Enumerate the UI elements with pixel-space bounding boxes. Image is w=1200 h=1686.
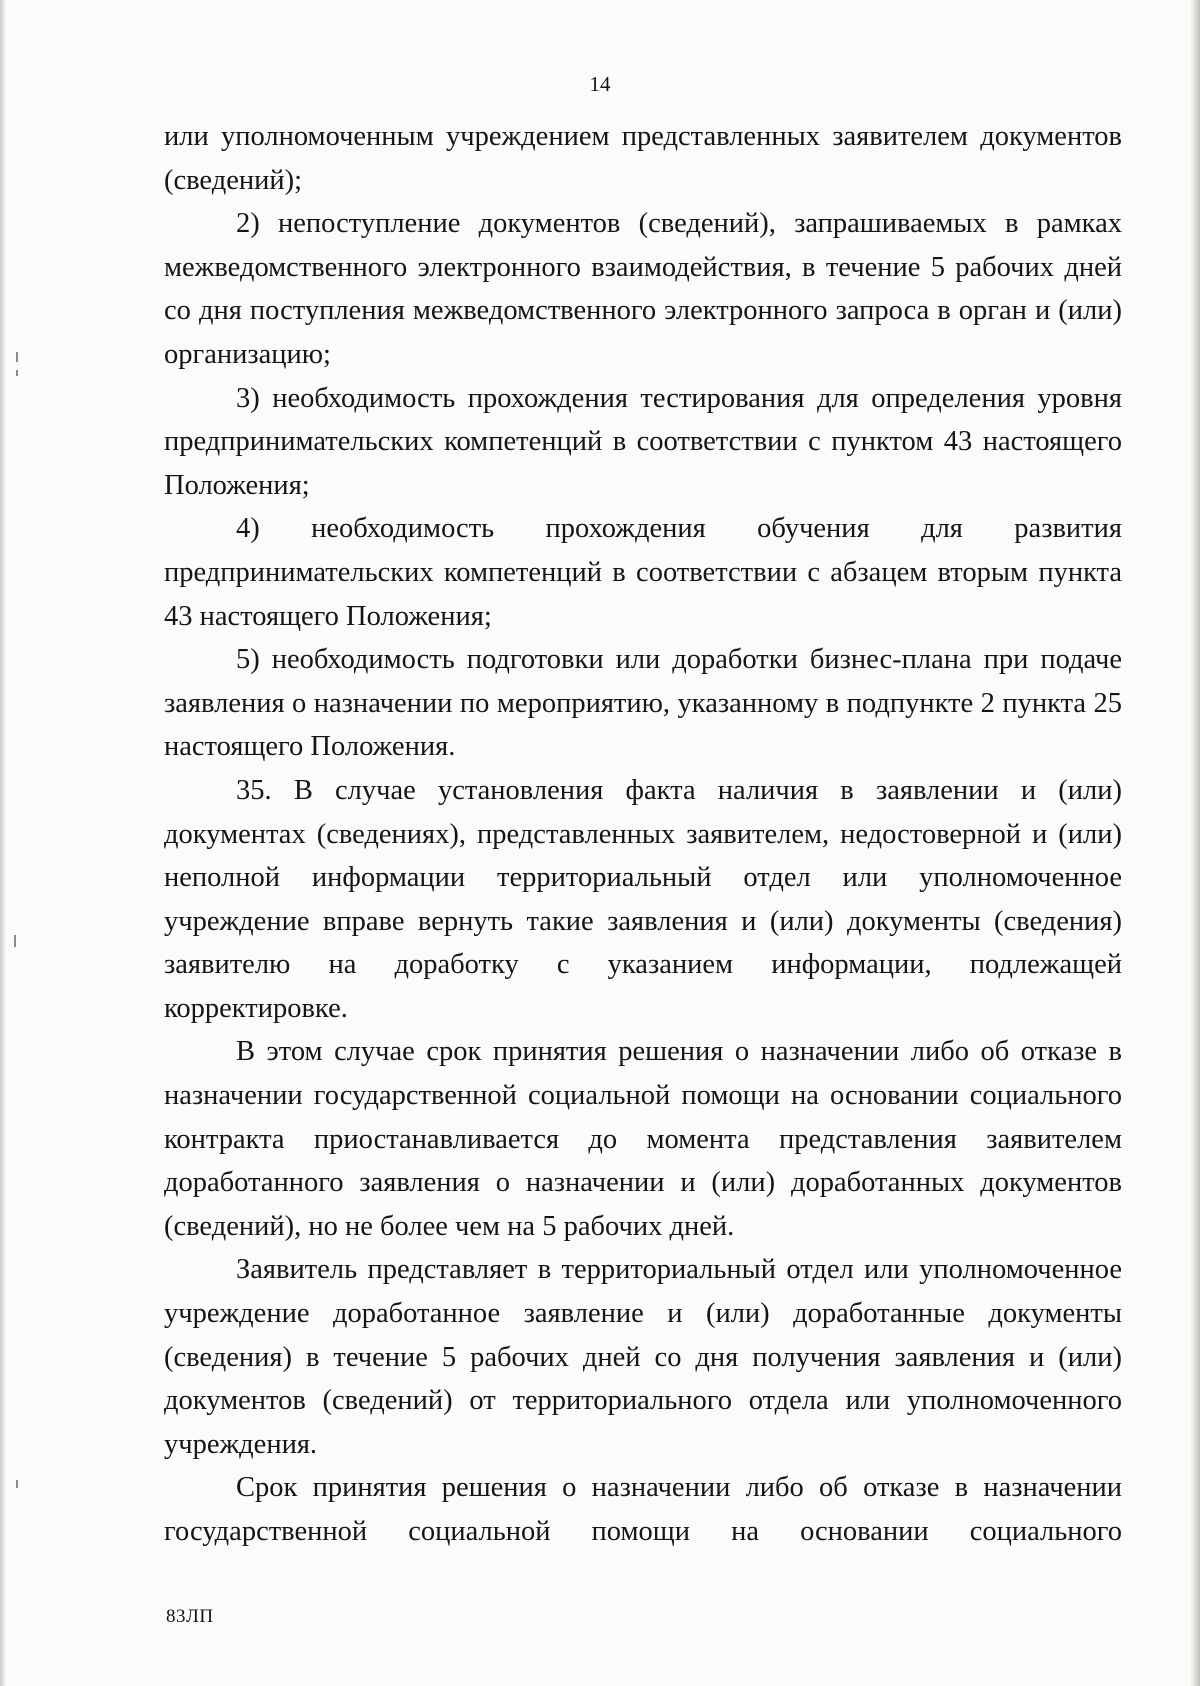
paragraph: 2) непоступление документов (сведений), запрашиваемых в рамках межведомственного электронного взаимодействия, в течение 5 рабочих дней со дня поступления межведомственного электронного запроса в орган и (или) организацию; xyxy=(164,208,1122,370)
scan-edge-left xyxy=(0,0,6,1686)
document-code: 83ЛП xyxy=(166,1606,214,1627)
page-number: 14 xyxy=(589,72,611,96)
paragraph: В этом случае срок принятия решения о назначении либо об отказе в назначении государственной социальной помощи на основании социального контракта приостанавливается до момента представления заявителем доработанного заявления о назначении и (или) доработанных документов (сведений), но не более чем на 5 рабочих дней. xyxy=(164,1036,1122,1242)
paragraph: 3) необходимость прохождения тестирования для определения уровня предпринимательских компетенций в соответствии с пунктом 43 настоящего Положения; xyxy=(164,382,1122,501)
paragraph: 35. В случае установления факта наличия в заявлении и (или) документах (сведениях), представленных заявителем, недостоверной и (или) неполной информации территориальный отдел или уполномоченное учреждение вправе вернуть такие заявления и (или) документы (сведения) заявителю на доработку с указанием информации, подлежащей корректировке. xyxy=(164,774,1122,1024)
paragraph: 4) необходимость прохождения обучения для развития предпринимательских компетенций в соответствии с абзацем вторым пункта 43 настоящего Положения; xyxy=(164,513,1122,632)
scan-speck xyxy=(16,1480,18,1488)
scan-speck xyxy=(16,370,18,376)
paragraph: или уполномоченным учреждением представленных заявителем документов (сведений); xyxy=(164,121,1122,196)
document-body xyxy=(164,115,1122,1554)
paragraph: 5) необходимость подготовки или доработки бизнес-плана при подаче заявления о назначении по мероприятию, указанному в подпункте 2 пункта 25 настоящего Положения. xyxy=(164,644,1122,763)
paragraph-continued: Срок принятия решения о назначении либо об отказе в назначении государственной социальной помощи на основании социального xyxy=(164,1472,1122,1547)
scan-edge-right xyxy=(1190,0,1200,1686)
scan-speck xyxy=(14,935,16,947)
paragraph: Заявитель представляет в территориальный отдел или уполномоченное учреждение доработанное заявление и (или) доработанные документы (сведения) в течение 5 рабочих дней со дня получения заявления и (или) документов (сведений) от территориального отдела или уполномоченного учреждения. xyxy=(164,1254,1122,1460)
scan-speck xyxy=(16,352,18,362)
